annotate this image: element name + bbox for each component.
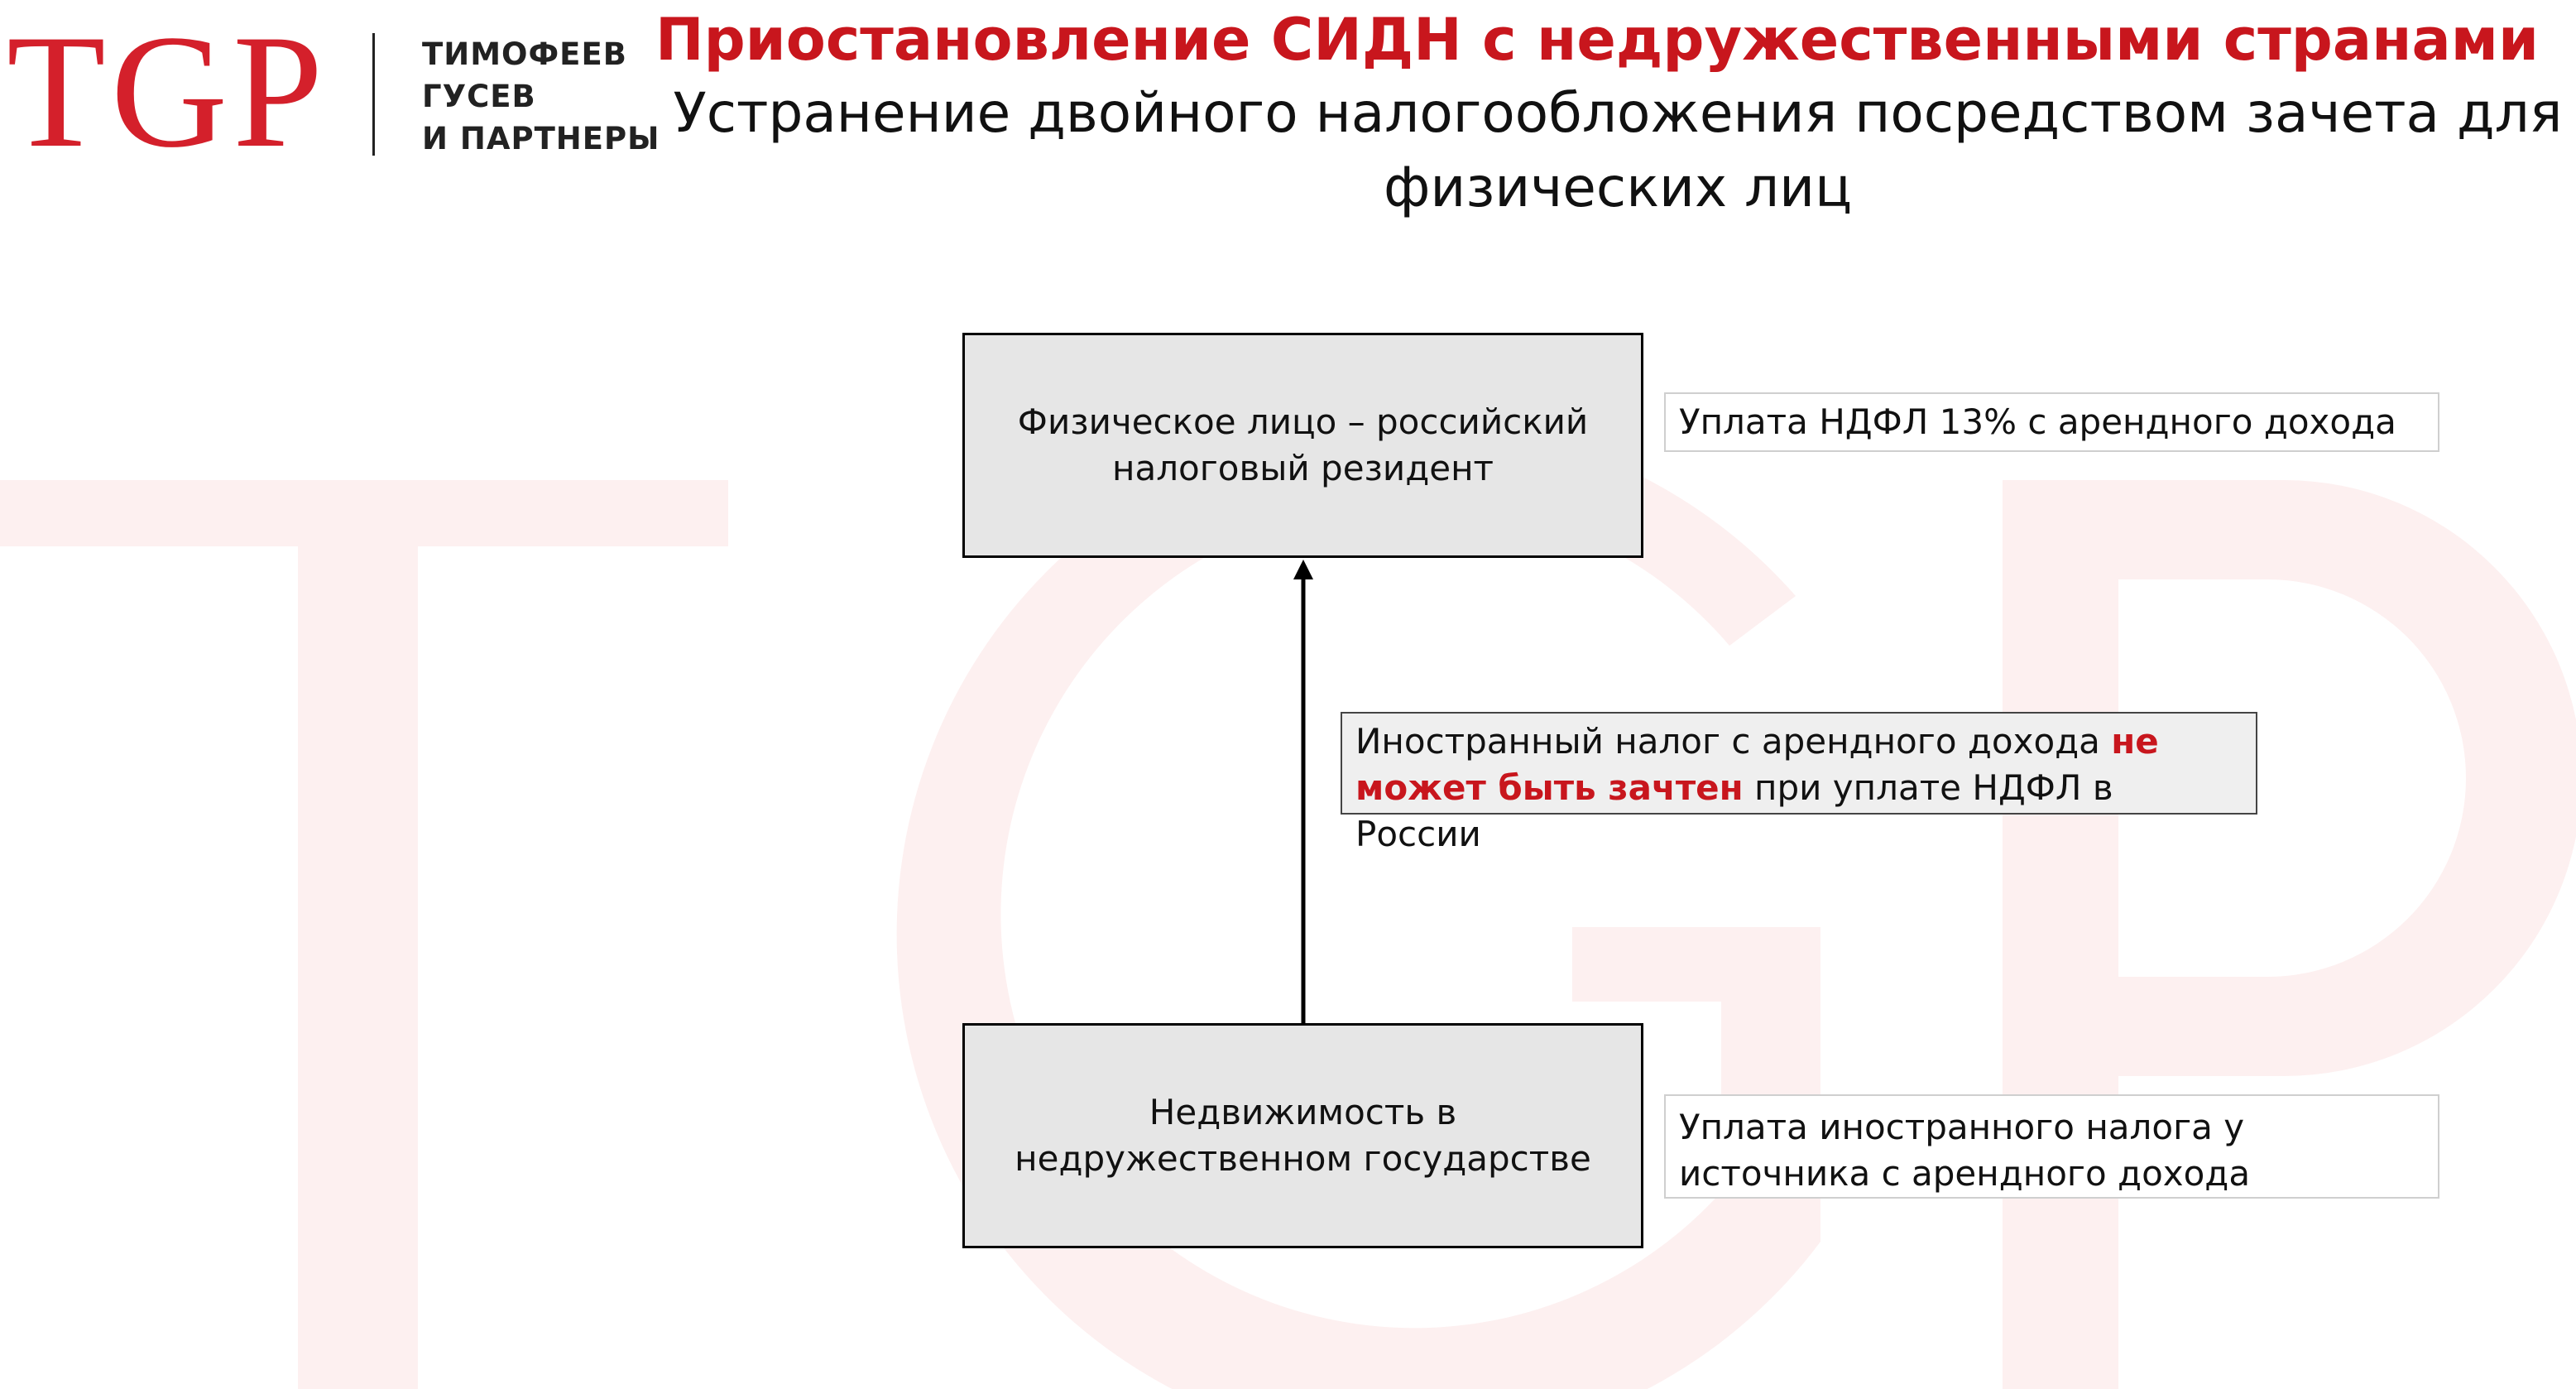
node-foreign-property [962, 1023, 1643, 1248]
node-foreign-property-label: Недвижимость в недружественном государстве [1015, 1092, 1591, 1179]
logo-mark: TGP [7, 2, 329, 181]
note-no-tax-credit-after: при уплате НДФЛ в России [1355, 767, 2113, 854]
logo-line-1: ТИМОФЕЕВ [422, 36, 627, 72]
slide-subtitle: Устранение двойного налогообложения посредством зачета для физических лиц [673, 81, 2563, 219]
logo-line-2: ГУСЕВ [422, 79, 536, 114]
logo-line-3: И ПАРТНЕРЫ [422, 121, 660, 156]
note-no-tax-credit-before: Иностранный налог с арендного дохода [1355, 721, 2112, 762]
note-no-tax-credit-highlight: не может быть зачтен [1355, 721, 2159, 808]
note-ndfl-payment: Уплата НДФЛ 13% с арендного дохода [1664, 392, 2439, 452]
slide-title: Приостановление СИДН с недружественными странами [655, 6, 2540, 74]
note-foreign-tax-payment: Уплата иностранного налога у источника с арендного дохода [1664, 1094, 2439, 1199]
note-no-tax-credit [1341, 712, 2257, 854]
node-individual-resident-label: Физическое лицо – российский налоговый резидент [1017, 401, 1589, 488]
node-individual-resident [962, 333, 1643, 558]
